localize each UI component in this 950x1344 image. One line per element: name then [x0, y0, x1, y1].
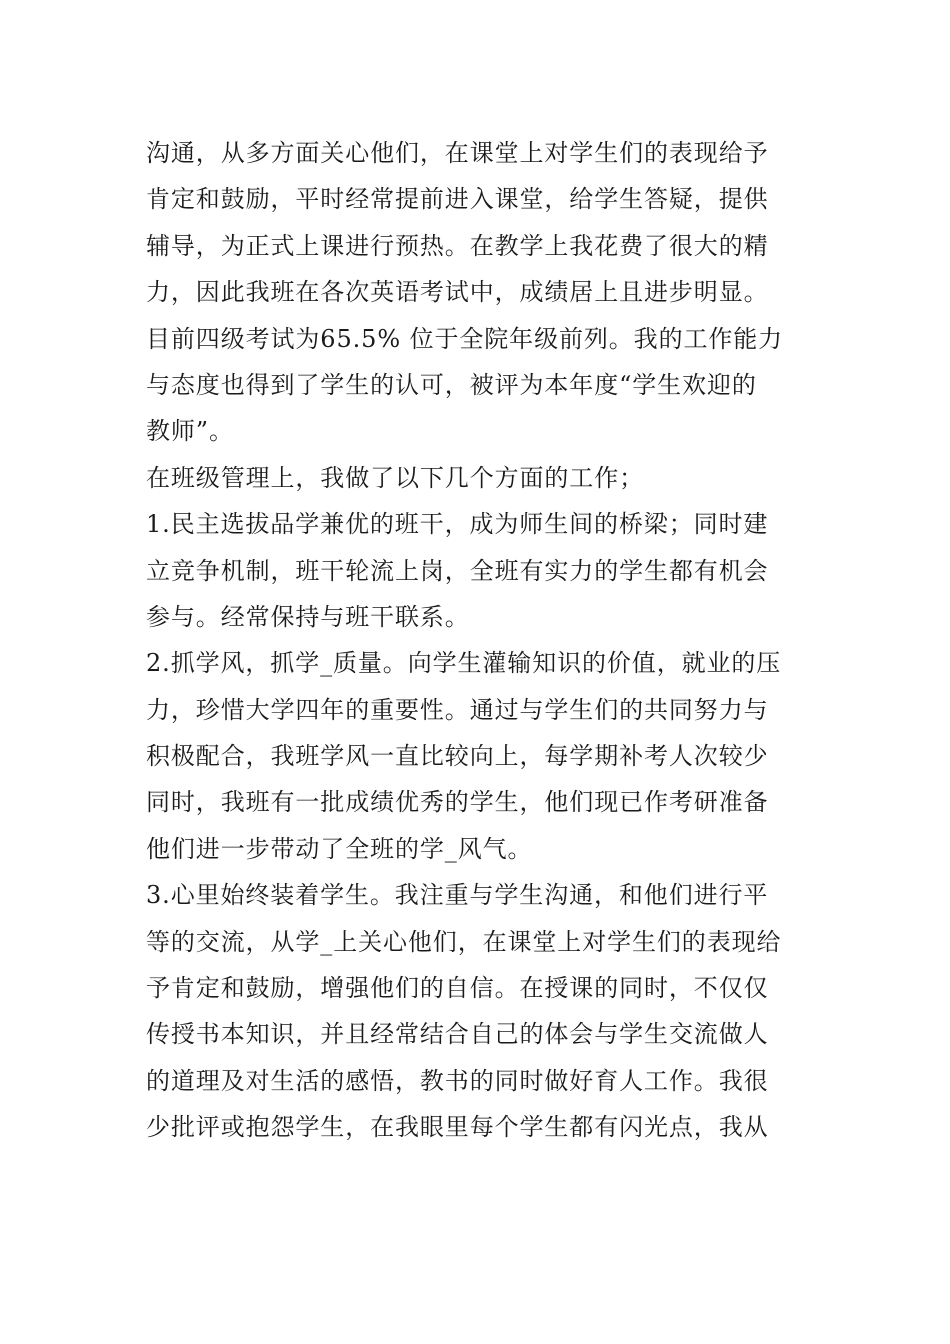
text-line: 同时，我班有一批成绩优秀的学生，他们现已作考研准备 — [146, 788, 769, 817]
text-line: 沟通，从多方面关心他们，在课堂上对学生们的表现给予 — [146, 139, 769, 167]
text-line: 少批评或抱怨学生，在我眼里每个学生都有闪光点，我从 — [146, 1113, 769, 1142]
text-line: 力，因此我班在各次英语考试中，成绩居上且进步明显。 — [146, 278, 769, 307]
text-line: 与态度也得到了学生的认可，被评为本年度“学生欢迎的 — [146, 370, 757, 399]
text-line: 肯定和鼓励，平时经常提前进入课堂，给学生答疑，提供 — [146, 185, 769, 214]
text-line: 力，珍惜大学四年的重要性。通过与学生们的共同努力与 — [146, 695, 769, 724]
text-line: 他们进一步带动了全班的学_风气。 — [146, 834, 533, 863]
list-item-3-line: 3.心里始终装着学生。我注重与学生沟通，和他们进行平 — [146, 881, 769, 910]
text-line: 辅导，为正式上课进行预热。在教学上我花费了很大的精 — [146, 231, 769, 260]
text-line: 参与。经常保持与班干联系。 — [146, 602, 470, 631]
list-item-1-line: 1.民主选拔品学兼优的班干，成为师生间的桥梁；同时建 — [146, 510, 769, 539]
list-item-2-line: 2.抓学风，抓学_质量。向学生灌输知识的价值，就业的压 — [146, 649, 782, 678]
text-line: 予肯定和鼓励，增强他们的自信。在授课的同时，不仅仅 — [146, 974, 769, 1003]
text-line: 的道理及对生活的感悟，教书的同时做好育人工作。我很 — [146, 1066, 769, 1095]
text-line: 教师”。 — [146, 417, 234, 446]
document-body — [146, 130, 816, 1151]
text-line: 等的交流，从学_上关心他们，在课堂上对学生们的表现给 — [146, 927, 782, 956]
text-line: 积极配合，我班学风一直比较向上，每学期补考人次较少 — [146, 742, 769, 771]
text-line: 目前四级考试为65.5% 位于全院年级前列。我的工作能力 — [146, 324, 784, 353]
section-heading: 在班级管理上，我做了以下几个方面的工作； — [146, 463, 644, 492]
text-line: 立竞争机制，班干轮流上岗，全班有实力的学生都有机会 — [146, 556, 769, 585]
text-line: 传授书本知识，并且经常结合自己的体会与学生交流做人 — [146, 1020, 769, 1049]
